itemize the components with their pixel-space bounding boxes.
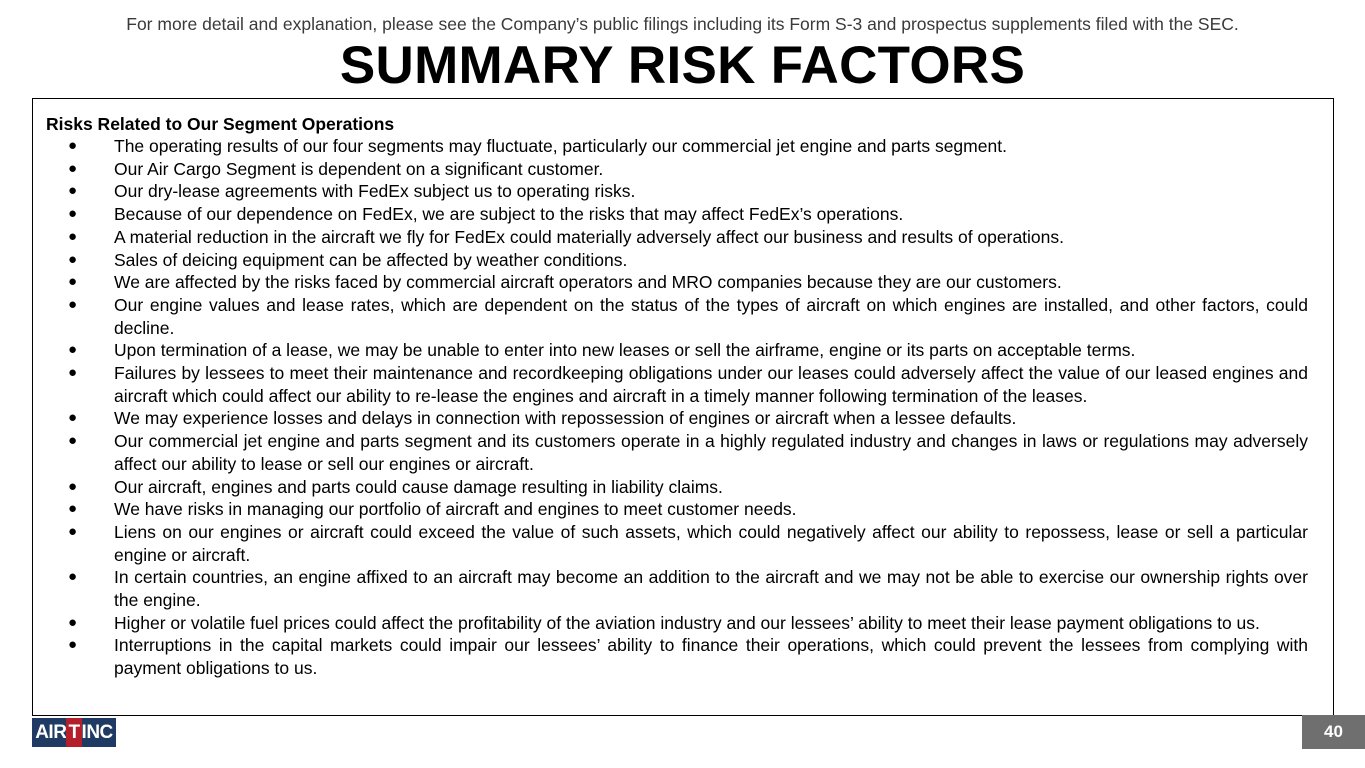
bullet-icon: ● [68,137,78,154]
list-item-text: Our aircraft, engines and parts could cause damage resulting in liability claims. [114,476,723,497]
list-item-text: We have risks in managing our portfolio of aircraft and engines to meet customer needs. [114,499,797,520]
company-logo [32,718,116,747]
list-item-text: Our engine values and lease rates, which are dependent on the status of the types of aircraft on which engines are installed, and other factors, could decline. [114,294,1308,338]
logo-text-left: AIR [35,721,67,743]
bullet-icon: ● [68,182,78,200]
bullet-icon: ● [68,227,78,245]
bullet-icon: ● [68,636,78,654]
page-title: SUMMARY RISK FACTORS [339,36,1026,95]
list-item [46,566,1308,611]
list-item [46,521,1308,566]
list-item [46,271,1308,294]
list-item-text: Because of our dependence on FedEx, we are subject to the risks that may affect FedEx’s operations. [114,204,904,225]
list-item [46,430,1308,475]
list-item [46,407,1308,430]
list-item-text: Failures by lessees to meet their maintenance and recordkeeping obligations under our leases could adversely affect the value of our leased engines and aircraft which could affect our ability to re-lease the engines and aircraft in a timely manner following termination of the leases. [114,363,1308,406]
list-item [46,135,1308,158]
bullet-icon: ● [68,250,78,268]
bullet-icon: ● [68,568,78,586]
list-item-text: Interruptions in the capital markets could impair our lessees’ ability to finance their operations, which could prevent the lessees from complying with payment obligations to us. [114,635,1308,679]
list-item-text: Upon termination of a lease, we may be unable to enter into new leases or sell the airframe, engine or its parts on acceptable terms. [114,340,1136,361]
list-item-text: Our dry-lease agreements with FedEx subject us to operating risks. [114,181,636,202]
list-item-text: We may experience losses and delays in connection with repossession of engines or aircraft when a lessee defaults. [114,408,1017,429]
list-item-text: A material reduction in the aircraft we fly for FedEx could materially adversely affect our business and results of operations. [114,226,1064,247]
logo-text-middle: T [66,718,81,747]
section-heading: Risks Related to Our Segment Operations [46,114,395,134]
bullet-icon: ● [68,364,78,382]
bullet-icon: ● [68,500,78,518]
list-item [46,362,1308,407]
bullet-icon: ● [68,522,78,540]
list-item-text: The operating results of our four segments may fluctuate, particularly our commercial jet engine and parts segment. [114,136,1007,156]
list-item [46,226,1308,249]
page-number: 40 [1302,715,1365,749]
list-item-text: Higher or volatile fuel prices could affect the profitability of the aviation industry and our lessees’ ability to meet their lease payment obligations to us. [114,612,1260,633]
bullet-icon: ● [68,159,78,177]
bullet-icon: ● [68,477,78,495]
list-item [46,158,1308,181]
list-item-text: We are affected by the risks faced by commercial aircraft operators and MRO companies because they are our customers. [114,272,1062,293]
bullet-icon: ● [68,613,78,631]
bullet-icon: ● [68,205,78,223]
list-item-text: Liens on our engines or aircraft could exceed the value of such assets, which could negatively affect our ability to repossess, lease or sell a particular engine or aircraft. [114,521,1308,565]
bullet-icon: ● [68,432,78,450]
bullet-icon: ● [68,341,78,359]
list-item [46,498,1308,521]
risk-list [46,135,1308,680]
bullet-icon: ● [68,273,78,291]
list-item [46,203,1308,226]
list-item-text: Our Air Cargo Segment is dependent on a significant customer. [114,158,604,179]
list-item [46,476,1308,499]
risk-factors-box [32,98,1334,716]
list-item-text: Our commercial jet engine and parts segment and its customers operate in a highly regulated industry and changes in laws or regulations may adversely affect our ability to lease or sell our engines or aircraft. [114,431,1308,474]
list-item [46,339,1308,362]
list-item [46,634,1308,679]
disclaimer-text: For more detail and explanation, please see the Company’s public filings including its Form S-3 and prospectus supplements filed with the SEC. [126,14,1239,34]
list-item-text: In certain countries, an engine affixed to an aircraft may become an addition to the aircraft and we may not be able to exercise our ownership rights over the engine. [114,567,1308,611]
list-item-text: Sales of deicing equipment can be affected by weather conditions. [114,249,628,270]
list-item [46,249,1308,272]
bullet-icon: ● [68,295,78,313]
bullet-icon: ● [68,409,78,427]
list-item [46,612,1308,635]
list-item [46,180,1308,203]
logo-text-right: INC [81,721,113,743]
list-item [46,294,1308,339]
